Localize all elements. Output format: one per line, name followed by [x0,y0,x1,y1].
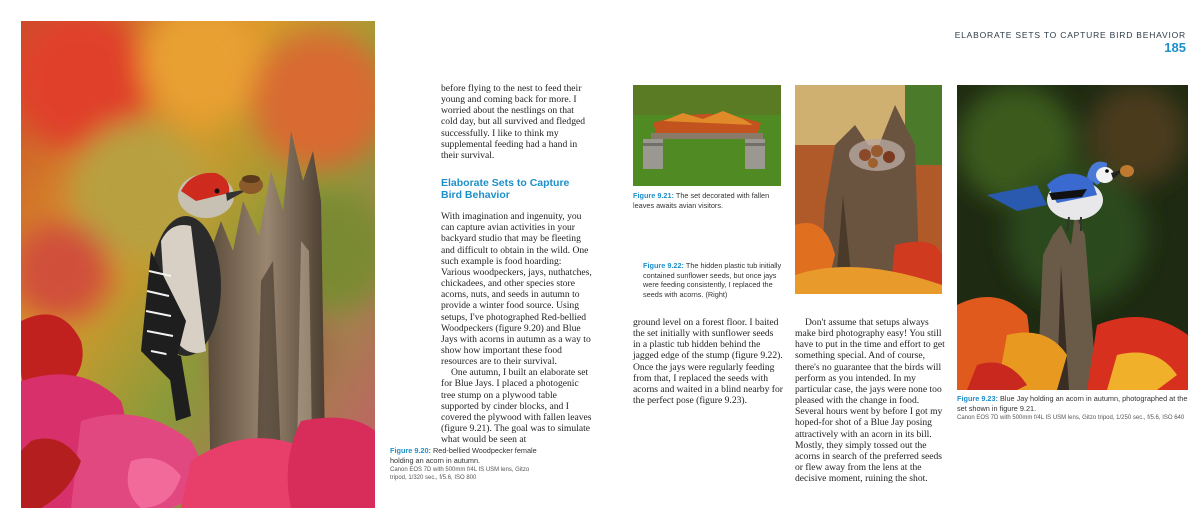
caption-label: Figure 9.23: [957,394,998,403]
body-column-2 [633,317,783,406]
section-heading: Elaborate Sets to Capture Bird Behavior [441,177,570,202]
body-column-1 [441,83,592,445]
paragraph: before flying to the nest to feed their young and coming back for more. I worried about the nestlings on that cold day, but all survived and fledged successfully. I like to think my supplemental feeding had a hand in their survival. [441,83,586,161]
caption-text: Red-bellied Woodpecker female holding an acorn in autumn. [390,446,537,465]
paragraph: One autumn, I built an elaborate set for Blue Jays. I placed a photogenic tree stump on a plywood table supported by cinder blocks, and I covered the plywood with fallen leaves (figure 9.21). The goal was to simulate what would be seen at [441,367,592,446]
stump-tub-photo [795,85,942,294]
caption-figure-9-21 [633,191,783,210]
body-column-3 [795,317,945,484]
woodpecker-photo [21,21,375,508]
caption-figure-9-23 [957,394,1188,422]
page-number: 185 [1164,40,1186,55]
caption-label: Figure 9.20: [390,446,431,455]
caption-figure-9-22 [643,261,789,299]
table-set-photo [633,85,781,186]
paragraph: With imagination and ingenuity, you can capture avian activities in your backyard studio that may be fleeting and difficult to obtain in the wild. One such example is food hoarding: Various woodpeckers, jays, nuthatches, chickadees, and other species store acorns, nuts, and seeds in autumn to provide a winter food source. Using setups, I've photographed Red-bellied Woodpeckers (figure 9.20) and Blue Jays with acorns in autumn as a way to show how important these food resources are to their survival. [441,211,592,368]
blue-jay-photo [957,85,1188,390]
caption-figure-9-20 [390,446,540,483]
running-head: ELABORATE SETS TO CAPTURE BIRD BEHAVIOR [954,30,1186,40]
caption-text: The set decorated with fallen leaves awaits avian visitors. [633,191,770,210]
caption-text: Blue Jay holding an acorn in autumn, photographed at the set shown in figure 9.21. [957,394,1188,413]
caption-tech-details: Canon EOS 7D with 500mm f/4L IS USM lens, Gitzo tripod, 1/250 sec., f/5.6, ISO 640 [957,415,1185,422]
caption-tech-details: Canon EOS 7D with 500mm f/4L IS USM lens, Gitzo tripod, 1/320 sec., f/5.6, ISO 800 [390,467,530,482]
caption-text: The hidden plastic tub initially contained sunflower seeds, but once jays were feeding consistently, I replaced the seeds with acorns. (Right) [643,261,782,299]
paragraph: Don't assume that setups always make bird photography easy! You still have to put in the time and effort to get something special. And of course, there's no guarantee that the birds will perform as you intended. In my particular case, the jays were none too pleased with the change in food. Several hours went by before I got my hoped-for shot of a Blue Jay posing attractively with an acorn in its bill. Mostly, they simply tossed out the acorns in search of the preferred seeds or flew away from the lens at the decisive moment, ruining the shot. [795,317,945,485]
caption-label: Figure 9.21: [633,191,674,200]
paragraph: ground level on a forest floor. I baited the set initially with sunflower seeds in a plastic tub hidden behind the jagged edge of the stump (figure 9.22). Once the jays were regularly feeding from that, I replaced the seeds with acorns and waited in a blind nearby for the perfect pose (figure 9.23). [633,317,783,407]
caption-label: Figure 9.22: [643,261,684,270]
